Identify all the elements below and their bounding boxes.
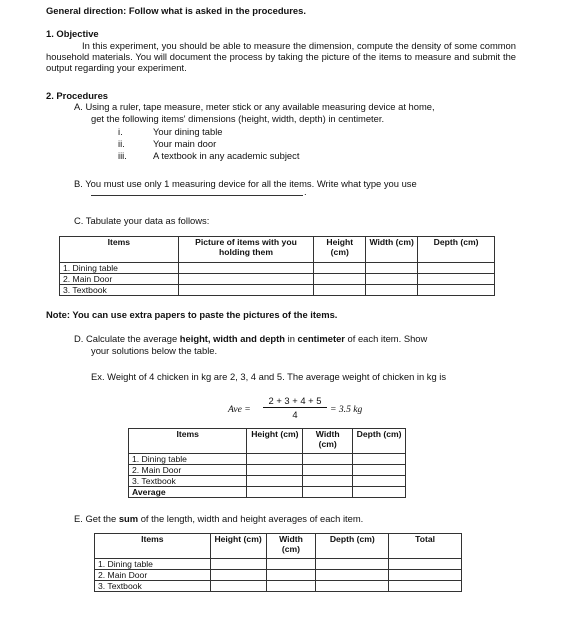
width-cell[interactable] [266, 570, 316, 581]
procedure-e [74, 513, 363, 524]
formula-denominator: 4 [292, 409, 298, 420]
procedure-c: C. Tabulate your data as follows: [74, 215, 210, 226]
d-bold-unit: centimeter [297, 333, 345, 344]
table-row [60, 285, 495, 296]
picture-cell[interactable] [178, 285, 314, 296]
fraction-bar [263, 407, 327, 408]
width-cell[interactable] [303, 465, 353, 476]
procedure-d-line2: your solutions below the table. [91, 345, 218, 356]
column-header: Width (cm) [266, 534, 316, 559]
e-text: E. Get the [74, 513, 119, 524]
column-header: Height (cm) [210, 534, 266, 559]
column-header: Height (cm) [247, 429, 303, 454]
height-cell[interactable] [314, 274, 366, 285]
row-label: 3. Textbook [129, 476, 247, 487]
depth-cell[interactable] [316, 570, 389, 581]
formula-rhs: = 3.5 kg [330, 404, 363, 415]
depth-cell[interactable] [353, 465, 406, 476]
height-cell[interactable] [210, 581, 266, 592]
d-text: of each item. Show [344, 333, 428, 344]
depth-cell[interactable] [353, 487, 406, 498]
height-cell[interactable] [210, 559, 266, 570]
sum-table [94, 533, 462, 592]
picture-cell[interactable] [178, 274, 314, 285]
depth-cell[interactable] [418, 263, 495, 274]
table-row [129, 487, 406, 498]
height-cell[interactable] [314, 263, 366, 274]
column-header: Width (cm) [366, 237, 418, 263]
depth-cell[interactable] [353, 454, 406, 465]
e-text: of the length, width and height averages of each item. [138, 513, 364, 524]
width-cell[interactable] [366, 274, 418, 285]
table-row [95, 559, 462, 570]
column-header: Items [95, 534, 211, 559]
total-cell[interactable] [389, 581, 462, 592]
column-header: Total [389, 534, 462, 559]
width-cell[interactable] [303, 476, 353, 487]
table-row [95, 581, 462, 592]
table-row [95, 570, 462, 581]
item-number: ii. [118, 138, 125, 149]
row-label: 2. Main Door [129, 465, 247, 476]
column-header: Items [60, 237, 179, 263]
column-header: Items [129, 429, 247, 454]
general-direction: General direction: Follow what is asked in the procedures. [46, 5, 306, 16]
total-cell[interactable] [389, 559, 462, 570]
depth-cell[interactable] [418, 274, 495, 285]
table-row [129, 454, 406, 465]
width-cell[interactable] [303, 454, 353, 465]
note: Note: You can use extra papers to paste the pictures of the items. [46, 309, 338, 320]
procedure-d-line1 [74, 333, 427, 344]
average-label: Average [129, 487, 247, 498]
procedure-a-line2: get the following items' dimensions (height, width, depth) in centimeter. [91, 113, 385, 124]
column-header: Picture of items with you holding them [178, 237, 314, 263]
depth-cell[interactable] [353, 476, 406, 487]
device-answer-blank[interactable] [91, 195, 303, 196]
height-cell[interactable] [247, 465, 303, 476]
table-row [60, 274, 495, 285]
row-label: 3. Textbook [95, 581, 211, 592]
d-bold-dimensions: height, width and depth [179, 333, 285, 344]
procedure-a-line1: A. Using a ruler, tape measure, meter stick or any available measuring device at home, [74, 101, 435, 112]
column-header: Depth (cm) [316, 534, 389, 559]
example-text: Ex. Weight of 4 chicken in kg are 2, 3, 4 and 5. The average weight of chicken in kg is [91, 371, 447, 382]
procedure-b: B. You must use only 1 measuring device for all the items. Write what type you use [74, 178, 417, 189]
d-text: D. Calculate the average [74, 333, 180, 344]
row-label: 2. Main Door [60, 274, 179, 285]
width-cell[interactable] [366, 263, 418, 274]
column-header: Width (cm) [303, 429, 353, 454]
height-cell[interactable] [247, 454, 303, 465]
item-number: i. [118, 126, 123, 137]
height-cell[interactable] [247, 487, 303, 498]
width-cell[interactable] [366, 285, 418, 296]
procedures-heading: 2. Procedures [46, 90, 109, 101]
formula-lhs: Ave = [228, 404, 251, 415]
table-row [129, 465, 406, 476]
width-cell[interactable] [266, 559, 316, 570]
height-cell[interactable] [314, 285, 366, 296]
objective-text: In this experiment, you should be able to measure the dimension, compute the density of some common household materials. You will document the process by taking the picture of the items to measure and submit the output regarding your experiment. [46, 40, 516, 74]
item-text: A textbook in any academic subject [153, 150, 300, 161]
formula-numerator: 2 + 3 + 4 + 5 [268, 395, 322, 406]
height-cell[interactable] [247, 476, 303, 487]
e-bold-sum: sum [118, 513, 139, 524]
row-label: 1. Dining table [60, 263, 179, 274]
column-header: Depth (cm) [418, 237, 495, 263]
d-text: in [285, 333, 298, 344]
total-cell[interactable] [389, 570, 462, 581]
item-number: iii. [118, 150, 127, 161]
row-label: 1. Dining table [95, 559, 211, 570]
table-row [129, 476, 406, 487]
item-text: Your dining table [153, 126, 223, 137]
depth-cell[interactable] [316, 559, 389, 570]
objective-heading: 1. Objective [46, 28, 99, 39]
height-cell[interactable] [210, 570, 266, 581]
column-header: Height (cm) [314, 237, 366, 263]
table-row [60, 263, 495, 274]
width-cell[interactable] [303, 487, 353, 498]
procedure-b-period: . [304, 186, 307, 197]
row-label: 3. Textbook [60, 285, 179, 296]
data-table [59, 236, 495, 296]
row-label: 2. Main Door [95, 570, 211, 581]
depth-cell[interactable] [316, 581, 389, 592]
depth-cell[interactable] [418, 285, 495, 296]
average-table [128, 428, 406, 498]
width-cell[interactable] [266, 581, 316, 592]
item-text: Your main door [153, 138, 217, 149]
row-label: 1. Dining table [129, 454, 247, 465]
column-header: Depth (cm) [353, 429, 406, 454]
picture-cell[interactable] [178, 263, 314, 274]
